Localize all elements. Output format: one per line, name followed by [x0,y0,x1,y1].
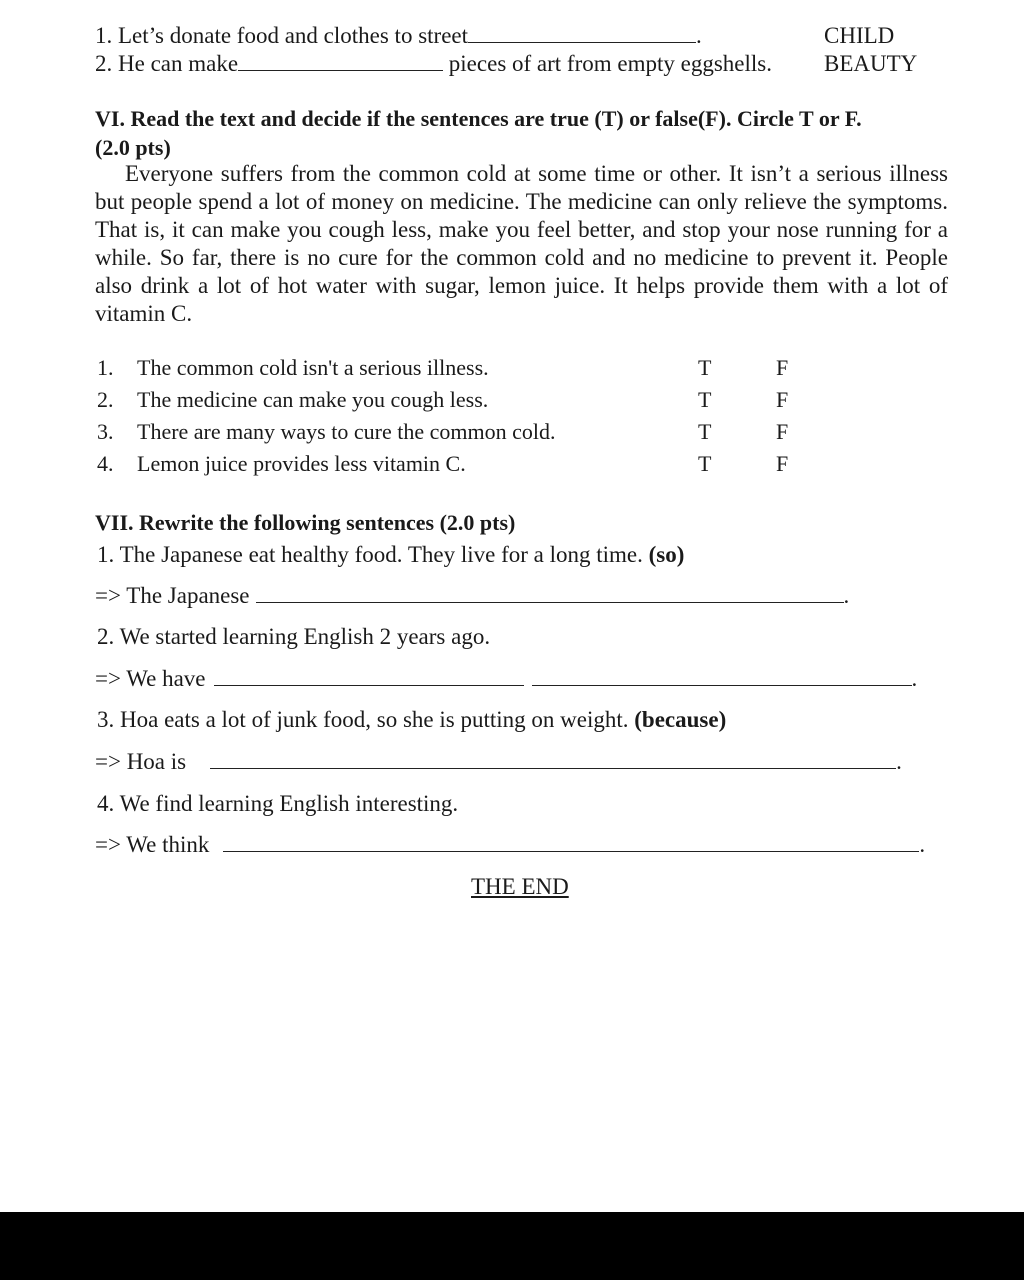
section-6-points: (2.0 pts) [95,135,171,160]
answer-blank-2[interactable] [532,665,912,686]
rewrite-1-prompt [97,541,684,569]
prompt-cue: (so) [648,542,685,567]
answer-blank[interactable] [210,748,896,769]
statement-2-text: The medicine can make you cough less. [137,387,489,412]
statement-2-true-option[interactable]: T [698,387,712,412]
answer-start: => The Japanese [95,583,250,608]
statement-1-true-option[interactable]: T [698,355,712,380]
rewrite-2-answer-line [95,665,917,693]
word-form-item-1 [95,22,702,50]
answer-start: => Hoa is [95,749,187,774]
bottom-black-bar [0,1212,1024,1280]
rewrite-4-prompt [97,790,458,818]
section-7-heading: VII. Rewrite the following sentences (2.0 pts) [95,510,516,535]
answer-start: => We have [95,666,206,691]
item-period: . [696,23,702,48]
prompt-text: 3. Hoa eats a lot of junk food, so she is putting on weight. [97,707,629,732]
the-end-label: THE END [471,874,569,899]
statement-3-false-option[interactable]: F [776,419,789,444]
word-cue-beauty: BEAUTY [824,51,918,76]
rewrite-2-prompt [97,623,490,651]
word-cue-child: CHILD [824,23,895,48]
statement-1-false-option[interactable]: F [776,355,789,380]
answer-blank[interactable] [468,22,696,43]
statement-1-number: 1. [97,355,114,380]
statement-4-number: 4. [97,451,114,476]
item-number: 2. [95,51,113,76]
statement-2-false-option[interactable]: F [776,387,789,412]
statement-4-false-option[interactable]: F [776,451,789,476]
item-text: He can make [118,51,239,76]
rewrite-1-answer-line [95,582,849,610]
reading-passage: Everyone suffers from the common cold at some time or other. It isn’t a serious illness but people spend a lot of money on medicine. The medicine can only relieve the symptoms. That is, it can make you cough less, make you feel better, and stop your nose running for a while. So far, there is no cure for the common cold and no medicine to prevent it. People also drink a lot of hot water with sugar, lemon juice. It helps provide them with a lot of vitamin C. [95,161,948,326]
word-form-item-2 [95,50,772,78]
statement-3-number: 3. [97,419,114,444]
rewrite-3-prompt [97,706,726,734]
statement-4-true-option[interactable]: T [698,451,712,476]
answer-period: . [896,749,902,774]
answer-blank[interactable] [256,582,844,603]
answer-period: . [911,666,918,691]
answer-blank[interactable] [223,831,919,852]
statement-1-text: The common cold isn't a serious illness. [137,355,489,380]
statement-2-number: 2. [97,387,114,412]
prompt-text: 2. We started learning English 2 years ago. [97,624,491,649]
prompt-cue: (because) [634,707,727,732]
answer-blank[interactable] [238,50,443,71]
answer-period: . [919,832,926,857]
item-text-after: pieces of art from empty eggshells. [448,51,772,76]
answer-start: => We think [95,832,210,857]
answer-period: . [843,583,850,608]
prompt-text: 4. We find learning English interesting. [97,791,459,816]
statement-3-true-option[interactable]: T [698,419,712,444]
item-text: Let’s donate food and clothes to street [118,23,469,48]
statement-3-text: There are many ways to cure the common cold. [137,419,556,444]
section-6-heading: VI. Read the text and decide if the sentences are true (T) or false(F). Circle T or F. [95,106,862,131]
prompt-text: 1. The Japanese eat healthy food. They live for a long time. [97,542,643,567]
answer-blank[interactable] [214,665,524,686]
rewrite-4-answer-line [95,831,925,859]
item-number: 1. [95,23,113,48]
rewrite-3-answer-line [95,748,902,776]
statement-4-text: Lemon juice provides less vitamin C. [137,451,466,476]
